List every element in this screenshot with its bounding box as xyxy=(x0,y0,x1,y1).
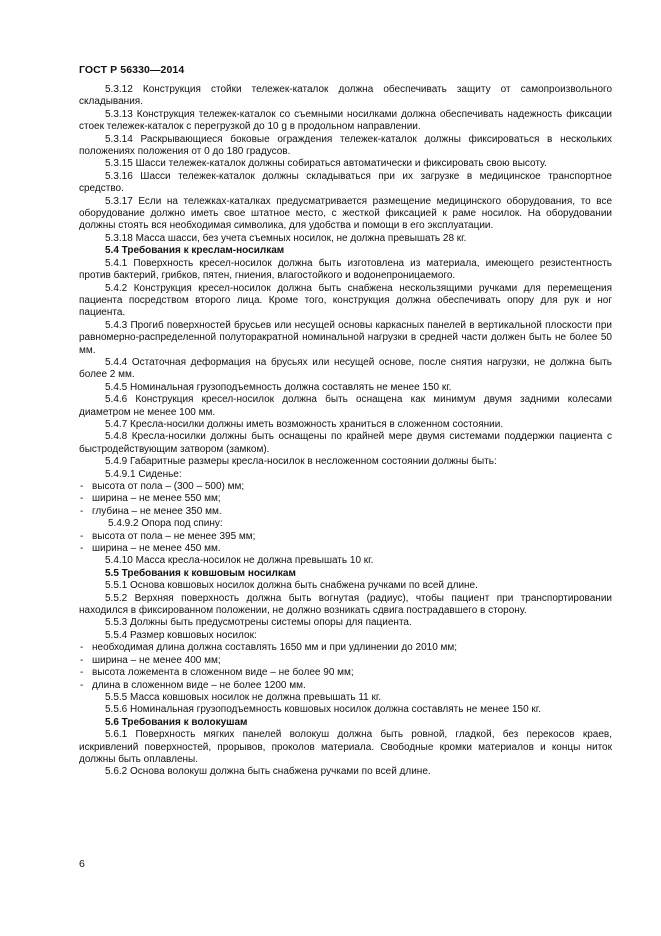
list-item: - ширина – не менее 400 мм; xyxy=(79,655,612,667)
list-item: - длина в сложенном виде – не более 1200 мм. xyxy=(79,680,612,692)
paragraph: 5.4.4 Остаточная деформация на брусьях или несущей основе, после снятия нагрузки, не должна быть более 2 мм. xyxy=(79,356,612,381)
paragraph: 5.3.15 Шасси тележек-каталок должны собираться автоматически и фиксировать свою высоту. xyxy=(105,158,547,170)
list-item: - глубина – не менее 350 мм. xyxy=(79,506,612,518)
paragraph: 5.6.2 Основа волокуш должна быть снабжена ручками по всей длине. xyxy=(105,766,431,778)
paragraph: 5.5.3 Должны быть предусмотрены системы опоры для пациента. xyxy=(105,617,412,629)
paragraph: 5.4.3 Прогиб поверхностей брусьев или несущей основы каркасных панелей в вертикальной плоскости при равномерно-распределенной полуторакратной номинальной нагрузки в средней части должен быть не более 50 мм. xyxy=(79,319,612,356)
paragraph: 5.3.16 Шасси тележек-каталок должны складываться при их загрузке в медицинское транспортное средство. xyxy=(79,170,612,195)
paragraph: 5.3.14 Раскрывающиеся боковые ограждения тележек-каталок должны фиксироваться в нескольких положениях положения от 0 до 180 градусов. xyxy=(79,133,612,158)
paragraph: 5.3.12 Конструкция стойки тележек-каталок должна обеспечивать защиту от самопроизвольного складывания. xyxy=(79,84,612,108)
section-heading: 5.4 Требования к креслам-носилкам xyxy=(105,245,285,257)
paragraph: 5.4.10 Масса кресла-носилок не должна превышать 10 кг. xyxy=(105,555,374,567)
section-heading: 5.5 Требования к ковшовым носилкам xyxy=(105,567,296,579)
paragraph: 5.4.9 Габаритные размеры кресла-носилок в несложенном состоянии должны быть: xyxy=(105,456,497,468)
paragraph: 5.4.5 Номинальная грузоподъемность должна составлять не менее 150 кг. xyxy=(105,381,452,393)
paragraph: 5.3.17 Если на тележках-каталках предусматривается размещение медицинского оборудования, то все оборудование должно иметь свое штатное место, с жесткой фиксацией к раме носилок. На оборудовании должны стоять вся необходимая символика, для удобства и помощи в его эксплуатации. xyxy=(79,195,612,232)
paragraph: 5.5.6 Номинальная грузоподъемность ковшовых носилок должна составлять не менее 150 кг. xyxy=(105,704,542,716)
paragraph: 5.5.4 Размер ковшовых носилок: xyxy=(105,629,257,641)
list-item: - ширина – не менее 450 мм. xyxy=(79,543,612,555)
document-body xyxy=(79,84,612,779)
paragraph: 5.4.2 Конструкция кресел-носилок должна быть снабжена нескользящими ручками для перемещения пациента посредством второго лица. Кроме того, конструкция должна обеспечивать опору для рук и ног пациента. xyxy=(79,282,612,319)
paragraph: 5.4.8 Кресла-носилки должны быть оснащены по крайней мере двумя системами поддержки пациента с быстродействующим затвором (замком). xyxy=(79,431,612,455)
paragraph: 5.4.6 Конструкция кресел-носилок должна быть оснащена как минимум двумя задними колесами диаметром не менее 100 мм. xyxy=(79,394,612,418)
page-number: 6 xyxy=(79,858,85,870)
paragraph: 5.5.2 Верхняя поверхность должна быть вогнутая (радиус), чтобы пациент при транспортировании находился в фиксированном положении, не должно возникать сдвига пострадавшего в сторону. xyxy=(79,592,612,617)
document-header: ГОСТ Р 56330—2014 xyxy=(79,64,185,76)
section-heading: 5.6 Требования к волокушам xyxy=(105,716,248,728)
list-item: - ширина – не менее 550 мм; xyxy=(79,493,612,505)
subsection-label: 5.4.9.2 Опора под спину: xyxy=(108,518,223,530)
paragraph: 5.4.7 Кресла-носилки должны иметь возможность храниться в сложенном состоянии. xyxy=(105,418,504,430)
list-item: - необходимая длина должна составлять 1650 мм и при удлинении до 2010 мм; xyxy=(79,642,612,654)
paragraph: 5.3.13 Конструкция тележек-каталок со съемными носилками должна обеспечивать надежность фиксации стоек тележек-каталок с перегрузкой до 10 g в продольном направлении. xyxy=(79,108,612,133)
list-item: - высота от пола – не менее 395 мм; xyxy=(79,531,612,543)
paragraph: 5.3.18 Масса шасси, без учета съемных носилок, не должна превышать 28 кг. xyxy=(105,232,467,244)
paragraph: 5.4.1 Поверхность кресел-носилок должна быть изготовлена из материала, имеющего резистентность против бактерий, грибков, пятен, гниения, влагостойкого и водонепроницаемого. xyxy=(79,257,612,282)
subsection-label: 5.4.9.1 Сиденье: xyxy=(105,468,182,480)
list-item: - высота ложемента в сложенном виде – не более 90 мм; xyxy=(79,667,612,679)
paragraph: 5.5.5 Масса ковшовых носилок не должна превышать 11 кг. xyxy=(105,691,382,703)
paragraph: 5.6.1 Поверхность мягких панелей волокуш должна быть ровной, гладкой, без перекосов краев, искривлений поверхностей, прорывов, проколов материала. Свободные кромки материалов и концы ниток должны быть оплавлены. xyxy=(79,729,612,765)
list-item: - высота от пола – (300 – 500) мм; xyxy=(79,481,612,493)
paragraph: 5.5.1 Основа ковшовых носилок должна быть снабжена ручками по всей длине. xyxy=(105,580,478,592)
